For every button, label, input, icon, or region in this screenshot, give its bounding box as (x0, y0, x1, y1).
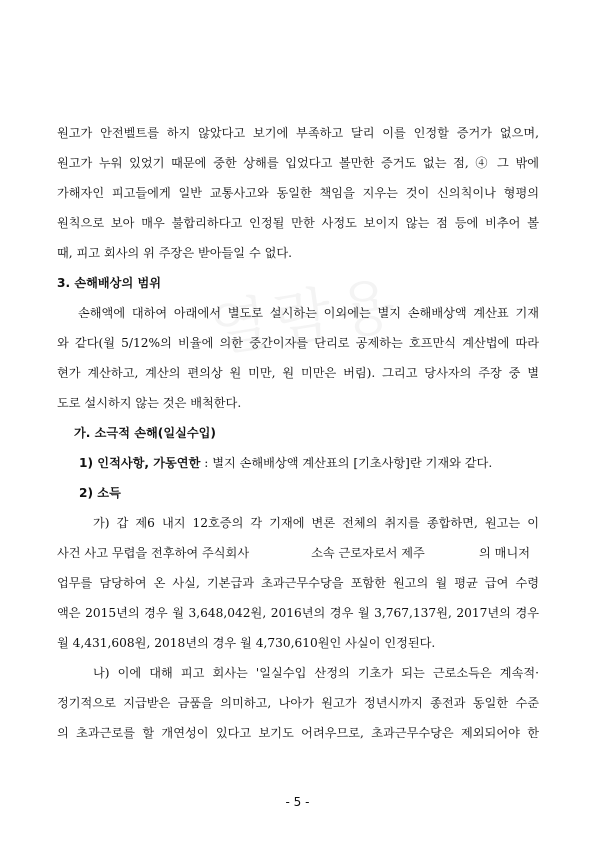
paragraph-line: 의 초과근로를 할 개연성이 있다고 보기도 어려우므로, 초과근무수당은 제외되어야 한 (57, 726, 539, 740)
paragraph-line: 원칙으로 보아 매우 불합리하다고 인정될 만한 사정도 보이지 않는 점 등에 비추어 볼 (57, 216, 539, 230)
item-text: : 별지 손해배상액 계산표의 [기초사항]란 기재와 같다. (200, 456, 493, 470)
paragraph-line: 월 4,431,608원, 2018년의 경우 월 4,730,610원인 사실이 인정된다. (57, 636, 436, 650)
paragraph-line: 와 같다(월 5/12%의 비율에 의한 중간이자를 단리로 공제하는 호프만식 계산법에 따라 (57, 336, 539, 350)
page-number: - 5 - (285, 795, 310, 809)
paragraph-line: 원고가 누워 있었기 때문에 중한 상해를 입었다고 볼만한 증거도 없는 점, ④ 그 밖에 (57, 156, 539, 170)
subsection-heading: 가. 소극적 손해(일실수입) (74, 426, 216, 440)
paragraph-line: 원고가 안전벨트를 하지 않았다고 보기에 부족하고 달리 이를 인정할 증거가 없으며, (57, 126, 539, 140)
paragraph-line: 현가 계산하고, 계산의 편의상 원 미만, 원 미만은 버림). 그리고 당사자의 주장 중 별 (57, 366, 539, 380)
paragraph-line: 액은 2015년의 경우 월 3,648,042원, 2016년의 경우 월 3,767,137원, 2017년의 경우 (57, 606, 539, 620)
paragraph-line: 가) 갑 제6 내지 12호증의 각 기재에 변론 전체의 취지를 종합하면, 원고는 이 (93, 516, 539, 530)
paragraph-line: 가해자인 피고들에게 일반 교통사고와 동일한 책임을 지우는 것이 신의칙이나 형평의 (57, 186, 539, 200)
paragraph-line: 정기적으로 지급받은 금품을 의미하고, 나아가 원고가 정년시까지 종전과 동일한 수준 (57, 696, 539, 710)
paragraph-line: 업무를 담당하여 온 사실, 기본급과 초과근무수당을 포함한 원고의 월 평균 급여 수령 (57, 576, 539, 590)
paragraph-line: 사건 사고 무렵을 전후하여 주식회사 소속 근로자로서 제주 의 매니저 (57, 546, 530, 560)
section-heading: 3. 손해배상의 범위 (57, 276, 162, 290)
item-line (79, 453, 539, 473)
paragraph-line: 손해액에 대하여 아래에서 별도로 설시하는 이외에는 별지 손해배상액 계산표 기재 (78, 306, 539, 320)
paragraph-line: 때, 피고 회사의 위 주장은 받아들일 수 없다. (57, 246, 293, 260)
paragraph-line: 도로 설시하지 않는 것은 배척한다. (57, 396, 242, 410)
paragraph-line: 나) 이에 대해 피고 회사는 '일실수입 산정의 기초가 되는 근로소득은 계속적· (93, 666, 539, 680)
item-heading: 2) 소득 (79, 486, 121, 500)
item-label: 1) 인적사항, 가동연한 (79, 456, 201, 470)
